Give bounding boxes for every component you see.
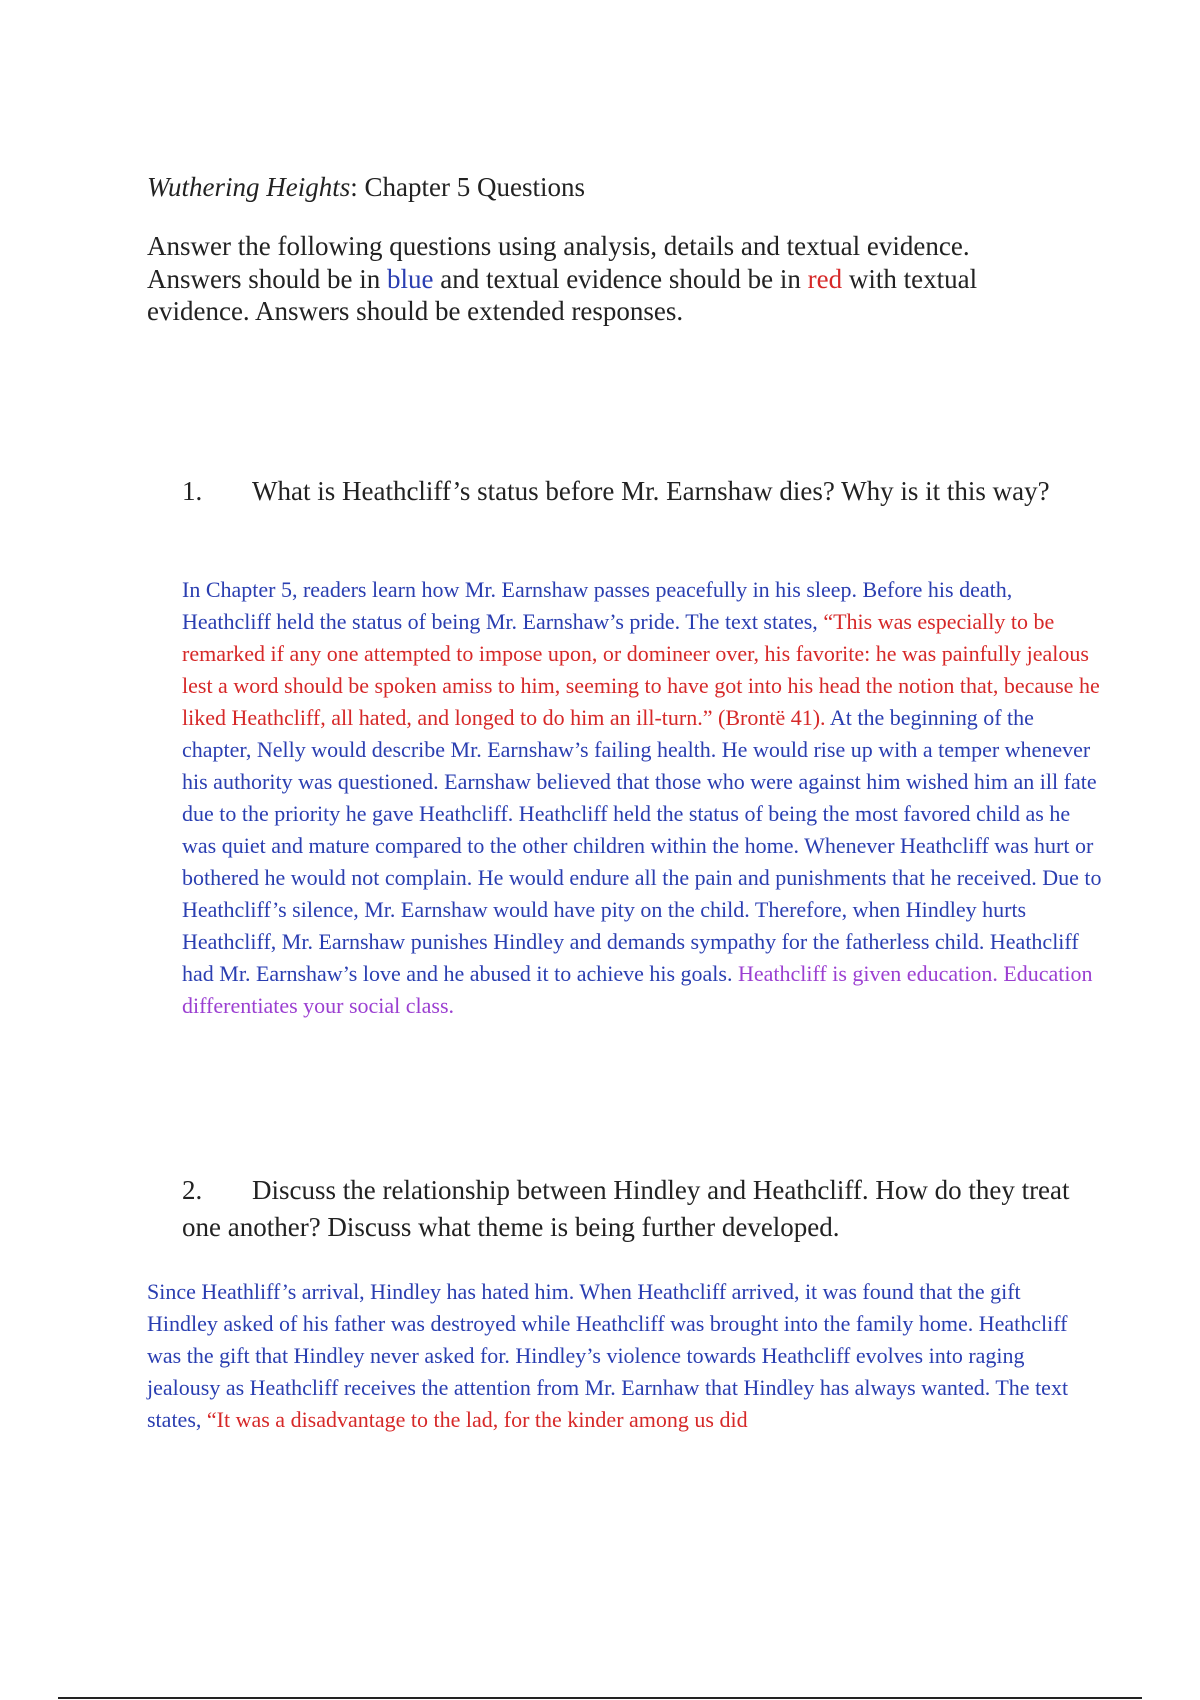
answer-1-analysis: At the beginning of the chapter, Nelly would describe Mr. Earnshaw’s failing health. He would rise up with a temper whenever his authority was questioned. Earnshaw believed that those who were against him wished him an ill fate due to the priority he gave Heathcliff. Heathcliff held the status of being the most favored child as he was quiet and mature compared to the other children within the home. Whenever Heathcliff was hurt or bothered he would not complain. He would endure all the pain and punishments that he received. Due to Heathcliff’s silence, Mr. Earnshaw would have pity on the child. Therefore, when Hindley hurts Heathcliff, Mr. Earnshaw punishes Hindley and demands sympathy for the fatherless child. Heathcliff had Mr. Earnshaw’s love and he abused it to achieve his goals. bbox=[182, 705, 1102, 986]
question-2-text: Discuss the relationship between Hindley and Heathcliff. How do they treat one another? Discuss what theme is being further developed. bbox=[182, 1175, 1070, 1242]
instructions-blue-word: blue bbox=[386, 263, 434, 294]
book-title: Wuthering Heights bbox=[147, 172, 351, 202]
question-2 bbox=[182, 1172, 1082, 1246]
answer-2 bbox=[147, 1276, 1092, 1436]
question-2-number: 2. bbox=[182, 1175, 203, 1205]
instructions-paragraph bbox=[147, 230, 1067, 328]
document-title bbox=[147, 170, 585, 204]
answer-1-note: Heathcliff is given education. Education differentiates your social class. bbox=[182, 961, 1093, 1018]
instructions-red-word: red bbox=[807, 263, 843, 294]
answer-1 bbox=[182, 574, 1102, 1022]
answer-1-intro: In Chapter 5, readers learn how Mr. Earnshaw passes peacefully in his sleep. Before his death, Heathcliff held the status of being Mr. Earnshaw’s pride. The text states, bbox=[182, 577, 1013, 634]
question-1 bbox=[182, 473, 1082, 510]
answer-1-quote: “This was especially to be remarked if any one attempted to impose upon, or domineer over, his favorite: he was painfully jealous lest a word should be spoken amiss to him, seeming to have got into his head the notion that, because he liked Heathcliff, all hated, and longed to do him an ill-turn.” (Brontë 41). bbox=[182, 609, 1100, 730]
answer-2-intro: Since Heathliff’s arrival, Hindley has hated him. When Heathcliff arrived, it was found that the gift Hindley asked of his father was destroyed while Heathcliff was brought into the family home. Heathcliff was the gift that Hindley never asked for. Hindley’s violence towards Heathcliff evolves into raging jealousy as Heathcliff receives the attention from Mr. Earnhaw that Hindley has always wanted. The text states, bbox=[147, 1279, 1069, 1432]
answer-2-quote: “It was a disadvantage to the lad, for the kinder among us did bbox=[206, 1407, 748, 1432]
footer-divider bbox=[58, 1697, 1142, 1699]
instructions-part-1: Answer the following questions using analysis, details and textual evidence. Answers should be in bbox=[147, 231, 970, 294]
question-1-text: What is Heathcliff’s status before Mr. Earnshaw dies? Why is it this way? bbox=[252, 476, 1050, 506]
instructions-part-3: with textual evidence. Answers should be extended responses. bbox=[147, 263, 978, 326]
instructions-part-2: and textual evidence should be in bbox=[433, 263, 808, 294]
title-rest: : Chapter 5 Questions bbox=[350, 172, 585, 202]
question-1-number: 1. bbox=[182, 476, 203, 506]
